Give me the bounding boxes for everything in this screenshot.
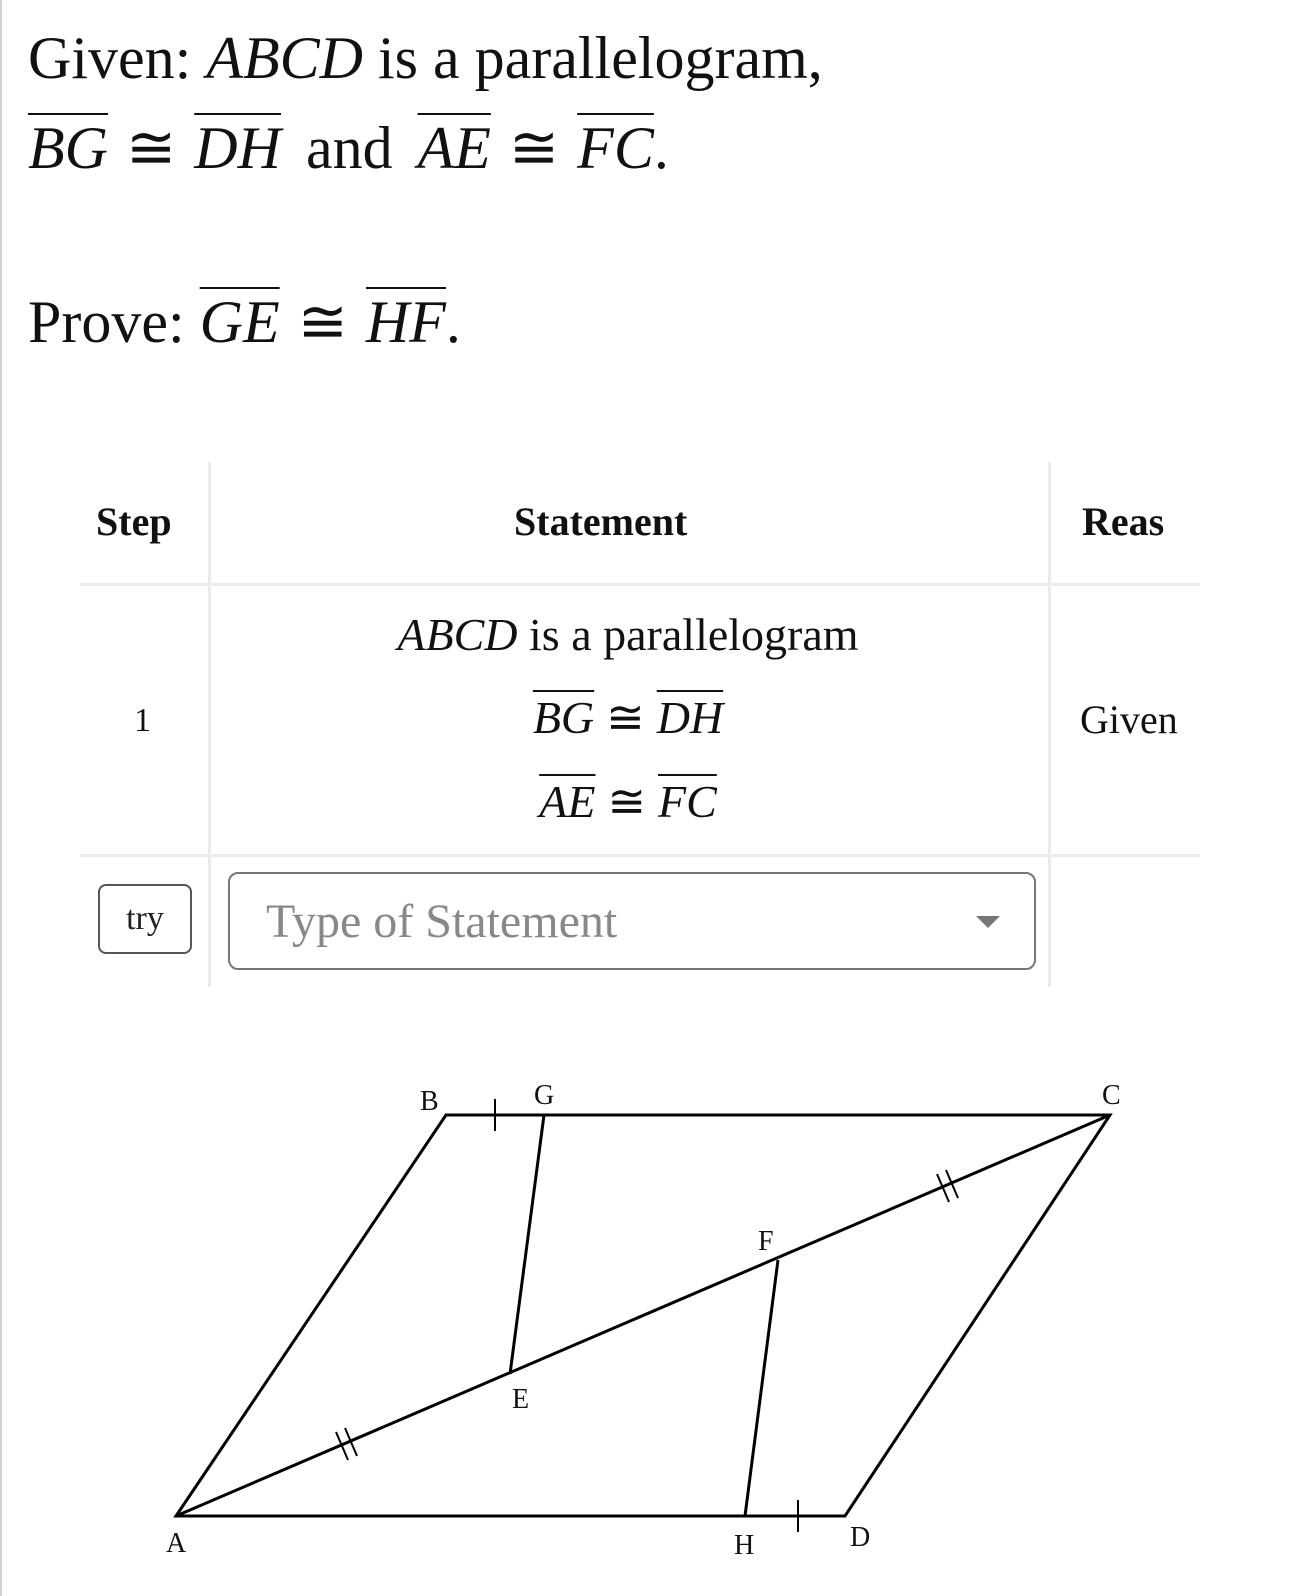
given-line-1 — [28, 25, 823, 91]
congruent-symbol: ≅ — [297, 289, 348, 355]
header-step: Step — [96, 499, 172, 544]
point-label-h: H — [734, 1530, 755, 1561]
step-number: 1 — [134, 702, 151, 739]
parallelogram-text: is a parallelogram, — [377, 25, 823, 91]
given-period: . — [653, 115, 669, 181]
and-text: and — [305, 115, 393, 181]
statement-line-3 — [208, 774, 1048, 828]
prove-segment-hf: $\overline{HF}$ — [365, 289, 446, 355]
point-label-b: B — [420, 1086, 439, 1117]
point-label-e: E — [512, 1384, 530, 1415]
congruent-symbol: ≅ — [606, 692, 645, 743]
statement-parallelogram-name: ABCD — [397, 609, 518, 660]
statement-segment-fc: $\overline{FC}$ — [657, 776, 717, 827]
header-reason: Reas — [1082, 499, 1165, 544]
statement-type-select[interactable] — [228, 872, 1036, 970]
header-reason-clip — [1080, 462, 1200, 582]
try-button[interactable]: try — [98, 884, 192, 954]
given-segment-fc: $\overline{FC}$ — [577, 115, 654, 181]
point-label-f: F — [758, 1226, 774, 1257]
statement-line-2 — [208, 690, 1048, 744]
segment-hf — [745, 1260, 778, 1516]
statement-parallelogram-text: is a parallelogram — [529, 609, 859, 660]
prove-segment-ge: $\overline{GE}$ — [199, 289, 280, 355]
parallelogram-name: ABCD — [206, 25, 363, 91]
row-divider — [80, 854, 1200, 857]
header-statement: Statement — [514, 499, 688, 544]
congruent-symbol: ≅ — [607, 776, 646, 827]
reason-given: Given — [1080, 697, 1178, 742]
statement-segment-ae: $\overline{AE}$ — [539, 776, 596, 827]
given-label: Given: — [28, 25, 192, 91]
statement-segment-bg: $\overline{BG}$ — [532, 692, 595, 743]
given-segment-dh: $\overline{DH}$ — [194, 115, 281, 181]
prove-period: . — [445, 289, 461, 355]
proof-table — [80, 462, 1200, 992]
point-label-c: C — [1102, 1080, 1121, 1111]
statement-type-placeholder: Type of Statement — [266, 895, 618, 948]
congruent-symbol: ≅ — [508, 115, 560, 181]
point-label-a: A — [166, 1528, 187, 1559]
given-segment-bg: $\overline{BG}$ — [28, 115, 108, 181]
given-line-2 — [28, 115, 669, 181]
parallelogram-diagram — [0, 1000, 1290, 1596]
chevron-down-icon[interactable] — [976, 916, 1000, 928]
given-segment-ae: $\overline{AE}$ — [417, 115, 491, 181]
statement-segment-dh: $\overline{DH}$ — [656, 692, 724, 743]
diagonal-ac — [176, 1115, 1110, 1516]
prove-line — [28, 289, 461, 355]
header-divider — [80, 583, 1200, 586]
segment-ge — [510, 1115, 544, 1374]
statement-line-1 — [208, 608, 1048, 661]
column-divider — [1048, 462, 1051, 987]
prove-label: Prove: — [28, 289, 185, 355]
congruent-symbol: ≅ — [125, 115, 177, 181]
point-label-g: G — [534, 1080, 555, 1111]
point-label-d: D — [850, 1522, 871, 1553]
